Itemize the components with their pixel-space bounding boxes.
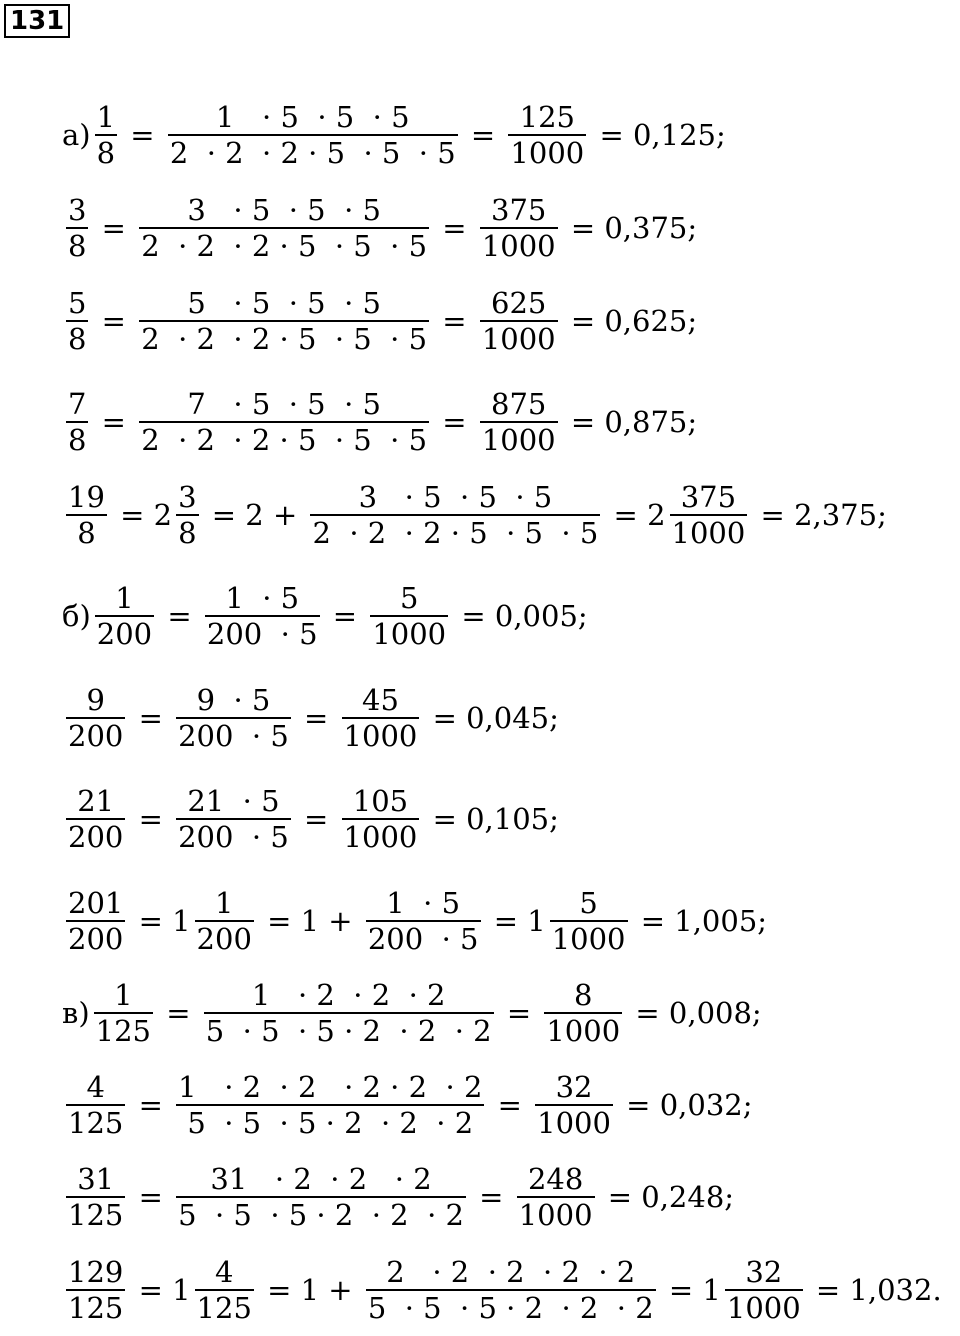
fraction-denominator: 1000: [518, 1198, 593, 1232]
fraction-numerator: 3: [178, 480, 197, 514]
fraction: [176, 480, 198, 550]
fraction-denominator: 1000: [481, 229, 556, 263]
fraction-denominator: 8: [68, 423, 87, 457]
fraction-denominator: 125: [68, 1198, 124, 1232]
fraction: [95, 100, 117, 170]
equation-text: = 1: [659, 1273, 721, 1307]
fraction-numerator: 7 · 5 · 5 · 5: [187, 387, 381, 421]
fraction-denominator: 125: [95, 1014, 151, 1048]
fraction-denominator: 1000: [546, 1014, 621, 1048]
equation: [62, 1162, 734, 1232]
fraction-denominator: 1000: [510, 136, 585, 170]
equation-line: [62, 1070, 753, 1140]
fraction-numerator: 248: [527, 1162, 584, 1196]
fraction-denominator: 8: [68, 229, 87, 263]
equation-text: = 1,005;: [631, 904, 768, 938]
equation-text: = 1 +: [257, 1273, 362, 1307]
fraction-numerator: 31 · 2 · 2 · 2: [210, 1162, 432, 1196]
fraction-numerator: 1: [215, 886, 234, 920]
equation-text: = 0,875;: [561, 405, 698, 439]
fraction-denominator: 200 · 5: [178, 719, 289, 753]
equation-text: = 0,105;: [423, 802, 559, 836]
equation-text: = 2 +: [202, 498, 307, 532]
equation-text: =: [433, 405, 476, 439]
fraction: [168, 100, 458, 170]
fraction-numerator: 32: [555, 1070, 593, 1104]
equation-text: = 1,032.: [806, 1273, 942, 1307]
equation-text: = 0,005;: [452, 599, 588, 633]
problem-number: 131: [4, 4, 70, 38]
fraction-denominator: 1000: [671, 516, 746, 550]
fraction-denominator: 1000: [343, 820, 418, 854]
fraction-numerator: 1: [96, 100, 116, 134]
fraction: [725, 1255, 803, 1325]
fraction: [366, 1255, 656, 1325]
equation: [62, 193, 697, 263]
equation-line: [62, 1162, 734, 1232]
fraction-numerator: 1 · 5 · 5 · 5: [215, 100, 410, 134]
fraction-denominator: 5 · 5 · 5 · 2 · 2 · 2: [187, 1106, 474, 1140]
equation-text: = 0,008;: [626, 996, 762, 1030]
fraction: [342, 784, 420, 854]
fraction: [66, 784, 125, 854]
fraction-denominator: 200: [96, 617, 153, 651]
fraction-numerator: 21: [77, 784, 115, 818]
fraction-denominator: 1000: [537, 1106, 611, 1140]
fraction-numerator: 9 · 5: [196, 683, 271, 717]
equation: [62, 683, 559, 753]
equation-text: =: [158, 599, 201, 633]
fraction-denominator: 5 · 5 · 5 · 2 · 2 · 2: [178, 1198, 464, 1232]
equation-text: =: [294, 701, 338, 735]
fraction-denominator: 1000: [551, 922, 626, 956]
fraction-numerator: 375: [680, 480, 737, 514]
equation-text: =: [157, 996, 200, 1030]
fraction: [66, 1070, 125, 1140]
fraction-denominator: 1000: [372, 617, 447, 651]
equation-text: = 0,375;: [561, 211, 698, 245]
fraction-numerator: 31: [77, 1162, 115, 1196]
fraction-denominator: 200 · 5: [178, 820, 289, 854]
equation-text: =: [129, 701, 173, 735]
fraction-numerator: 1 · 2 · 2 · 2 · 2 · 2: [178, 1070, 483, 1104]
equation-text: =: [469, 1180, 513, 1214]
fraction-numerator: 125: [519, 100, 575, 134]
fraction: [94, 978, 153, 1048]
fraction-denominator: 8: [68, 322, 87, 356]
equation-line: [62, 784, 559, 854]
fraction-denominator: 1000: [481, 423, 556, 457]
equation-line: [62, 387, 697, 457]
equation: [62, 1255, 942, 1325]
fraction: [544, 978, 622, 1048]
equation-line: [62, 581, 588, 651]
fraction: [66, 387, 88, 457]
fraction-denominator: 125: [68, 1106, 124, 1140]
equation-text: = 0,125;: [590, 118, 726, 152]
equation-line: [62, 480, 887, 550]
fraction: [66, 286, 88, 356]
equation-text: = 0,248;: [598, 1180, 735, 1214]
equation-text: =: [92, 304, 136, 338]
fraction-denominator: 200: [68, 719, 124, 753]
fraction-numerator: 3: [68, 193, 87, 227]
equation-text: =: [323, 599, 367, 633]
equation-text: = 0,625;: [561, 304, 698, 338]
fraction-numerator: 8: [574, 978, 593, 1012]
equation-text: =: [461, 118, 505, 152]
equation-text: = 2,375;: [751, 498, 887, 532]
fraction-denominator: 2 · 2 · 2 · 5 · 5 · 5: [169, 136, 456, 170]
equation-text: а): [62, 118, 91, 152]
fraction-numerator: 5 · 5 · 5 · 5: [187, 286, 381, 320]
equation-text: =: [92, 405, 136, 439]
fraction: [176, 784, 291, 854]
fraction: [480, 387, 558, 457]
equation-line: [62, 683, 559, 753]
fraction: [66, 683, 125, 753]
fraction: [480, 286, 558, 356]
equation-line: [62, 1255, 942, 1325]
fraction: [176, 1162, 466, 1232]
equation-text: =: [92, 211, 136, 245]
fraction: [535, 1070, 613, 1140]
fraction-numerator: 1 · 5: [225, 581, 300, 615]
fraction: [176, 1070, 484, 1140]
fraction: [139, 387, 429, 457]
fraction-numerator: 5: [400, 581, 419, 615]
fraction: [66, 886, 125, 956]
equation-text: = 1 +: [257, 904, 362, 938]
fraction-numerator: 375: [491, 193, 547, 227]
fraction-numerator: 105: [352, 784, 409, 818]
fraction-numerator: 21 · 5: [187, 784, 280, 818]
fraction-denominator: 5 · 5 · 5 · 2 · 2 · 2: [205, 1014, 492, 1048]
equation-text: в): [62, 996, 90, 1030]
equation-text: = 0,045;: [423, 701, 559, 735]
fraction-numerator: 19: [68, 480, 105, 514]
fraction-denominator: 200: [68, 922, 124, 956]
fraction: [480, 193, 558, 263]
equation-text: = 0,032;: [616, 1088, 753, 1122]
fraction-numerator: 129: [68, 1255, 124, 1289]
fraction-numerator: 3 · 5 · 5 · 5: [187, 193, 381, 227]
fraction-denominator: 125: [196, 1291, 252, 1325]
equation-text: =: [433, 304, 476, 338]
fraction-denominator: 8: [178, 516, 197, 550]
fraction-denominator: 200: [68, 820, 124, 854]
fraction-numerator: 5: [68, 286, 87, 320]
fraction: [517, 1162, 595, 1232]
fraction-numerator: 1: [115, 581, 134, 615]
equation-text: =: [129, 1180, 173, 1214]
fraction-denominator: 1000: [481, 322, 556, 356]
fraction-denominator: 1000: [343, 719, 418, 753]
equation-line: [62, 193, 697, 263]
fraction-numerator: 45: [362, 683, 399, 717]
fraction-numerator: 625: [491, 286, 547, 320]
equation-text: =: [433, 211, 476, 245]
equation-line: [62, 100, 726, 170]
fraction-denominator: 8: [96, 136, 116, 170]
fraction-denominator: 5 · 5 · 5 · 2 · 2 · 2: [367, 1291, 654, 1325]
equation: [62, 978, 762, 1048]
fraction: [310, 480, 600, 550]
equation: [62, 480, 887, 550]
equation-text: =: [294, 802, 338, 836]
fraction-numerator: 4: [86, 1070, 105, 1104]
fraction: [66, 480, 107, 550]
fraction: [139, 286, 429, 356]
fraction-denominator: 2 · 2 · 2 · 5 · 5 · 5: [312, 516, 599, 550]
equation-line: [62, 286, 697, 356]
fraction-denominator: 2 · 2 · 2 · 5 · 5 · 5: [141, 229, 428, 263]
equation-text: =: [129, 802, 173, 836]
equation-text: б): [62, 599, 91, 633]
fraction: [195, 886, 254, 956]
fraction-numerator: 875: [491, 387, 547, 421]
fraction-numerator: 5: [579, 886, 598, 920]
fraction-numerator: 2 · 2 · 2 · 2 · 2: [386, 1255, 636, 1289]
fraction: [205, 581, 320, 651]
fraction: [550, 886, 628, 956]
fraction-denominator: 1000: [726, 1291, 801, 1325]
fraction-numerator: 201: [68, 886, 124, 920]
fraction: [508, 100, 586, 170]
fraction-denominator: 200: [196, 922, 252, 956]
fraction-denominator: 2 · 2 · 2 · 5 · 5 · 5: [141, 423, 428, 457]
fraction-numerator: 1 · 5: [386, 886, 461, 920]
equation-text: = 1: [484, 904, 546, 938]
fraction-denominator: 125: [68, 1291, 124, 1325]
equation-text: = 1: [129, 904, 191, 938]
fraction: [342, 683, 420, 753]
fraction-numerator: 9: [86, 683, 105, 717]
equation: [62, 886, 767, 956]
equation-text: = 1: [129, 1273, 191, 1307]
fraction: [66, 1255, 125, 1325]
equation-text: =: [497, 996, 541, 1030]
fraction: [66, 1162, 125, 1232]
fraction-numerator: 3 · 5 · 5 · 5: [358, 480, 553, 514]
fraction: [366, 886, 481, 956]
fraction: [670, 480, 748, 550]
equation: [62, 784, 559, 854]
fraction-denominator: 200 · 5: [206, 617, 318, 651]
fraction-denominator: 2 · 2 · 2 · 5 · 5 · 5: [141, 322, 428, 356]
fraction-numerator: 1 · 2 · 2 · 2: [251, 978, 446, 1012]
equation-text: =: [488, 1088, 532, 1122]
fraction: [370, 581, 448, 651]
fraction: [195, 1255, 254, 1325]
fraction-denominator: 8: [77, 516, 96, 550]
equation-text: = 2: [110, 498, 173, 532]
fraction-numerator: 1: [114, 978, 133, 1012]
equation-text: =: [129, 1088, 173, 1122]
equation: [62, 100, 726, 170]
fraction-numerator: 7: [68, 387, 87, 421]
equation: [62, 581, 588, 651]
fraction: [66, 193, 88, 263]
equation-line: [62, 886, 767, 956]
fraction-numerator: 32: [745, 1255, 783, 1289]
fraction-numerator: 4: [215, 1255, 234, 1289]
fraction: [139, 193, 429, 263]
fraction: [95, 581, 154, 651]
equation: [62, 286, 697, 356]
equation-text: = 2: [604, 498, 666, 532]
equation: [62, 1070, 753, 1140]
fraction-denominator: 200 · 5: [367, 922, 479, 956]
equation: [62, 387, 697, 457]
fraction: [176, 683, 291, 753]
equation-line: [62, 978, 762, 1048]
fraction: [204, 978, 494, 1048]
equation-text: =: [121, 118, 164, 152]
